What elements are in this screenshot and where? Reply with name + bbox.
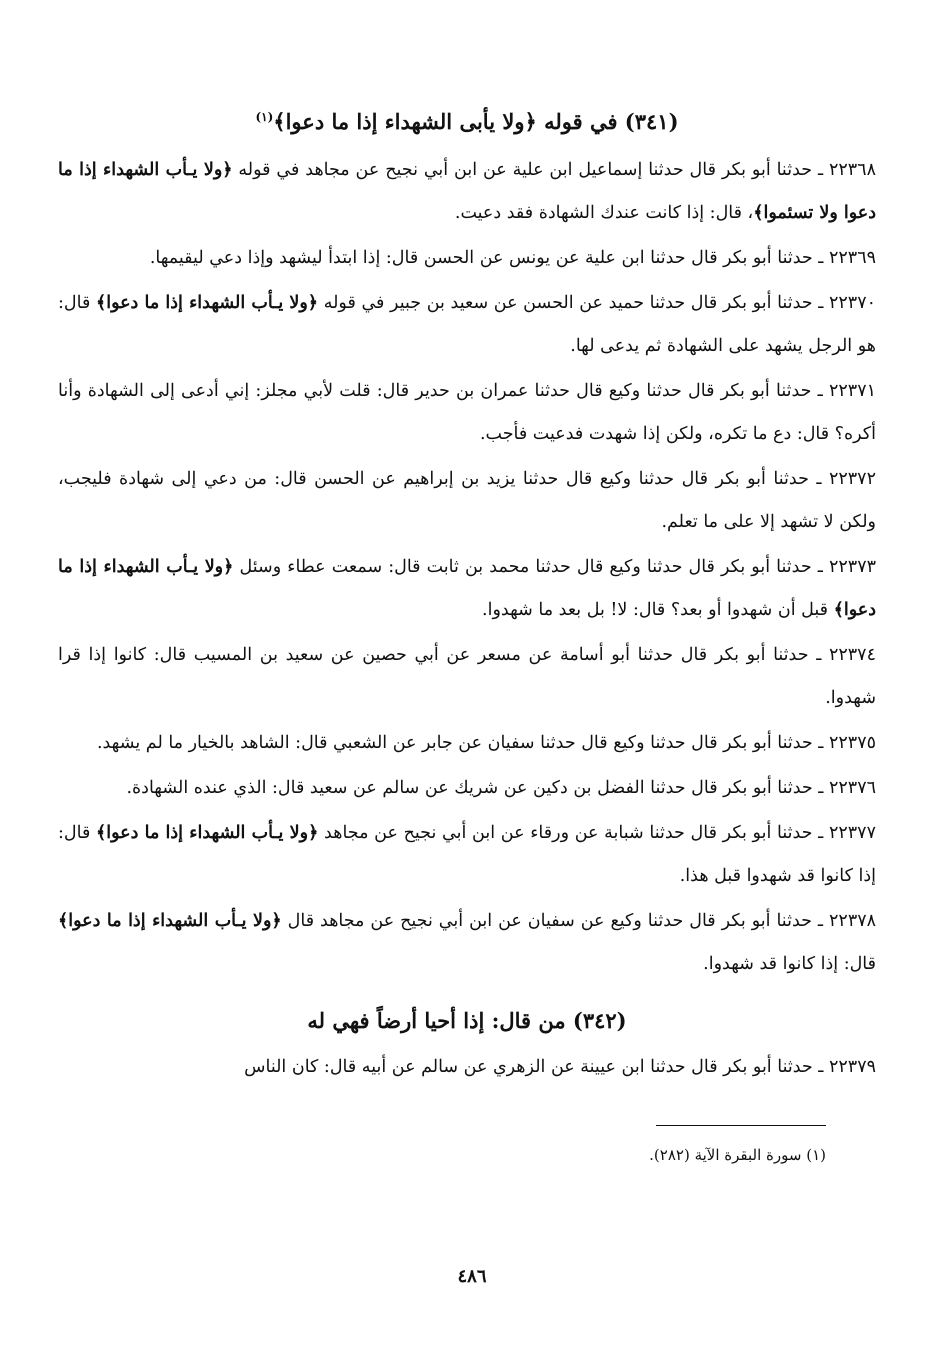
hadith-number: ٢٢٣٧٨	[829, 911, 877, 931]
hadith-text-continued: ، قال: إذا كانت عندك الشهادة فقد دعيت.	[454, 203, 754, 223]
hadith-text: ـ حدثنا أبو بكر قال حدثنا وكيع قال حدثنا محمد بن ثابت قال: سمعت عطاء وسئل	[233, 557, 823, 577]
hadith-number: ٢٢٣٧٦	[829, 778, 876, 798]
hadith-text: ـ حدثنا أبو بكر قال حدثنا حميد عن الحسن عن سعيد بن جبير في قوله	[318, 293, 824, 313]
hadith-text: ـ حدثنا أبو بكر قال حدثنا ابن علية عن يونس عن الحسن قال: إذا ابتدأ ليشهد وإذا دعي ليقيمها.	[149, 248, 824, 268]
hadith-entry	[58, 458, 876, 544]
hadith-text: ـ حدثنا أبو بكر قال حدثنا إسماعيل ابن علية عن ابن أبي نجيح عن مجاهد في قوله	[232, 160, 824, 180]
quran-quote: ﴿ولا يـأب الشهداء إذا ما دعوا﴾	[58, 911, 282, 931]
hadith-entry	[58, 812, 876, 898]
hadith-entry	[58, 546, 876, 632]
hadith-list	[58, 149, 876, 986]
hadith-text: ـ حدثنا أبو بكر قال حدثنا وكيع قال حدثنا سفيان عن جابر عن الشعبي قال: الشاهد بالخيار ما لم يشهد.	[96, 733, 824, 753]
footnote: (١) سورة البقرة الآية (٢٨٢).	[649, 1146, 826, 1164]
hadith-number: ٢٢٣٧٠	[829, 293, 876, 313]
footnote-reference: (١)	[255, 110, 274, 124]
hadith-entry	[58, 634, 876, 720]
hadith-entry	[58, 370, 876, 456]
section-heading-text: (٣٤١) في قوله ﴿ولا يأبى الشهداء إذا ما دعوا﴾	[273, 109, 679, 134]
page-number: ٤٨٦	[457, 1266, 487, 1287]
hadith-number: ٢٢٣٧٣	[829, 557, 876, 577]
hadith-entry	[58, 1046, 876, 1089]
hadith-number: ٢٢٣٧١	[829, 381, 876, 401]
quran-quote: ﴿ولا يـأب الشهداء إذا ما دعوا ولا تسئموا﴾	[58, 160, 876, 223]
hadith-entry	[58, 722, 876, 765]
hadith-entry	[58, 237, 876, 280]
section-heading-text: (٣٤٢) من قال: إذا أحيا أرضاً فهي له	[307, 1008, 627, 1033]
hadith-entry	[58, 149, 876, 235]
hadith-text: ـ حدثنا أبو بكر قال حدثنا ابن عيينة عن الزهري عن سالم عن أبيه قال: كان الناس	[244, 1057, 824, 1077]
quran-quote: ﴿ولا يـأب الشهداء إذا ما دعوا﴾	[58, 557, 876, 620]
hadith-number: ٢٢٣٧٩	[829, 1057, 876, 1077]
footnote-divider	[656, 1125, 826, 1126]
hadith-number: ٢٢٣٧٢	[828, 469, 876, 489]
hadith-text: ـ حدثنا أبو بكر قال حدثنا شبابة عن ورقاء عن ابن أبي نجيح عن مجاهد	[318, 823, 824, 843]
hadith-text-continued: قال: إذا كانوا قد شهدوا.	[703, 954, 876, 974]
quran-quote: ﴿ولا يـأب الشهداء إذا ما دعوا﴾	[96, 823, 319, 843]
hadith-number: ٢٢٣٧٥	[829, 733, 876, 753]
hadith-text: ـ حدثنا أبو بكر قال حدثنا وكيع عن سفيان عن ابن أبي نجيح عن مجاهد قال	[281, 911, 824, 931]
hadith-entry	[58, 900, 876, 986]
hadith-entry	[58, 282, 876, 368]
hadith-number: ٢٢٣٧٤	[828, 645, 876, 665]
hadith-number: ٢٢٣٧٧	[828, 823, 876, 843]
hadith-text-continued: قبل أن شهدوا أو بعد؟ قال: لا! بل بعد ما شهدوا.	[482, 600, 834, 620]
hadith-text: ـ حدثنا أبو بكر قال حدثنا وكيع قال حدثنا عمران بن حدير قال: قلت لأبي مجلز: إني أدعى إلى الشهادة وأنا أكره؟ قال: دع ما تكره، ولكن إذا شهدت فدعيت فأجب.	[58, 381, 876, 444]
section-heading-341	[58, 100, 876, 139]
hadith-entry	[58, 767, 876, 810]
hadith-text: ـ حدثنا أبو بكر قال حدثنا الفضل بن دكين عن شريك عن سالم عن سعيد قال: الذي عنده الشهادة.	[126, 778, 824, 798]
quran-quote: ﴿ولا يـأب الشهداء إذا ما دعوا﴾	[95, 293, 319, 313]
hadith-text: ـ حدثنا أبو بكر قال حدثنا أبو أسامة عن مسعر عن أبي حصين عن سعيد بن المسيب قال: كانوا إذا قرا شهدوا.	[58, 645, 876, 708]
hadith-text: ـ حدثنا أبو بكر قال حدثنا وكيع قال حدثنا يزيد بن إبراهيم عن الحسن قال: من دعي إلى شهادة فليجب، ولكن لا تشهد إلا على ما تعلم.	[58, 469, 876, 532]
section-heading-342	[58, 1004, 876, 1038]
hadith-text-continued: قال: هو الرجل يشهد على الشهادة ثم يدعى لها.	[58, 293, 876, 356]
hadith-number: ٢٢٣٦٩	[829, 248, 876, 268]
hadith-number: ٢٢٣٦٨	[828, 160, 876, 180]
hadith-text-continued: قال: إذا كانوا قد شهدوا قبل هذا.	[58, 823, 876, 886]
